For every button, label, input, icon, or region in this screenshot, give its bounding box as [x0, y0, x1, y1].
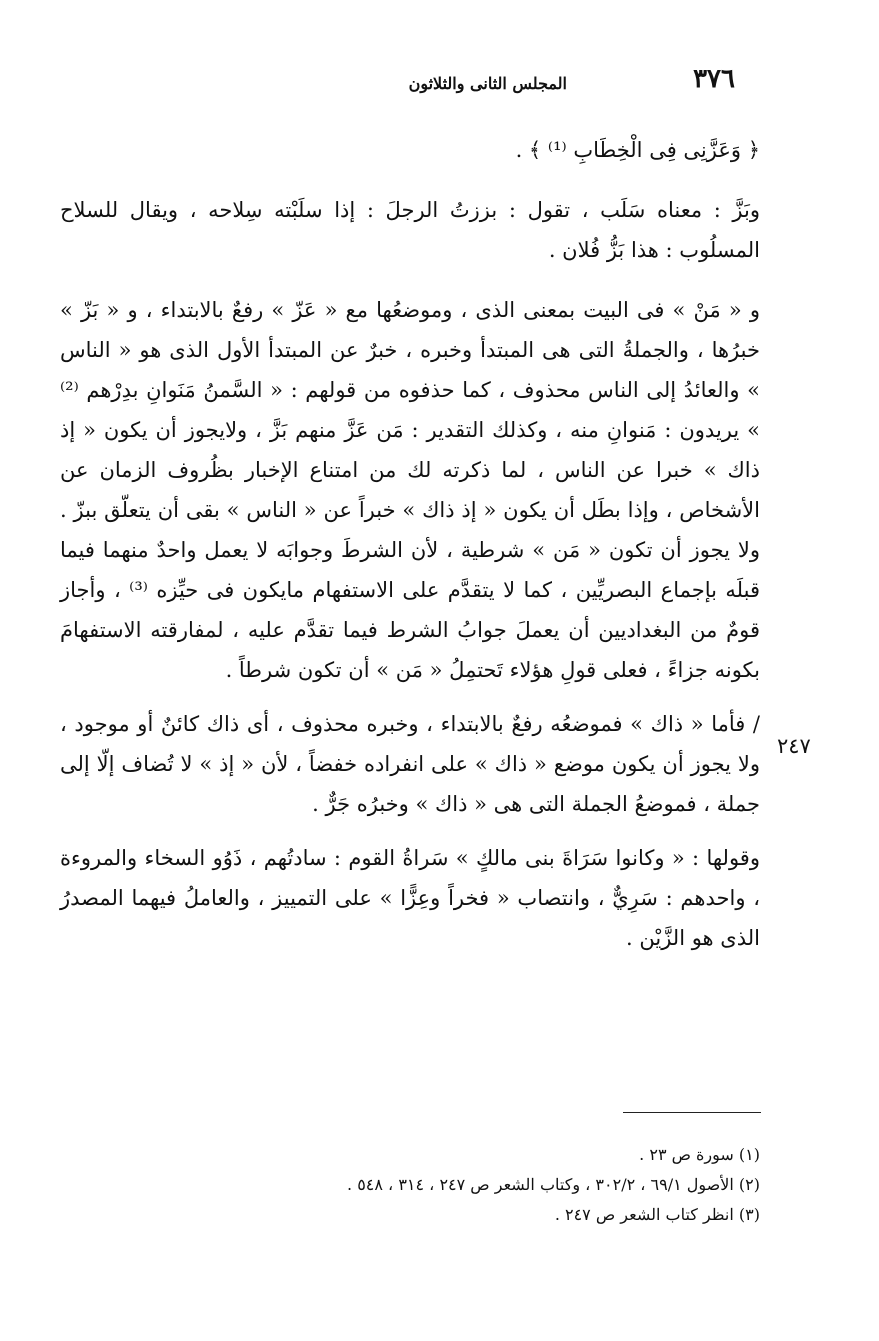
quran-quote: ﴿ وَعَزَّنِى فِى الْخِطَابِ ⁽¹⁾ ﴾ .	[515, 138, 760, 162]
paragraph-dhaka: / فأما « ذاك » فموضعُه رفعٌ بالابتداء ، وخبره محذوف ، أى ذاك كائنٌ أو موجود ، ولا يجوز أن يكون موضع « ذاك » على انفراده خفضاً ، لأن « إذ » لا تُضاف إلّا إلى جملة ، فموضعُ الجملة التى هى « ذاك » وخبرُه جَرٌّ .	[60, 712, 760, 816]
main-text	[60, 130, 760, 958]
margin-page-reference: ٢٤٧	[777, 734, 811, 758]
footnote-1: (١) سورة ص ٢٣ .	[639, 1145, 760, 1164]
page-number: ٣٧٦	[693, 64, 735, 94]
paragraph-sarat: وقولها : « وكانوا سَرَاةَ بنى مالكٍ » سَراةُ القوم : سادتُهم ، ذَوُو السخاء والمروءة ، واحدهم : سَرِيٌّ ، وانتصاب « فخراً وعِزًّا » على التمييز ، والعاملُ فيهما المصدرُ الذى هو الزَّيْن .	[60, 846, 760, 950]
footnote-divider	[623, 1112, 761, 1113]
paragraph-man: و « مَنْ » فى البيت بمعنى الذى ، وموضعُها مع « عَزّ » رفعٌ بالابتداء ، و « بَزّ » خبرُها ، والجملةُ التى هى المبتدأ وخبره ، خبرٌ عن المبتدأ الأول الذى هو « الناس » والعائدُ إلى الناس محذوف ، كما حذفوه من قولهم : « السَّمنُ مَنَوانِ بدِرْهم ⁽²⁾ » يريدون : مَنوانِ منه ، وكذلك التقدير : مَن عَزَّ منهم بَزَّ ، ولايجوز أن يكون « إذ ذاك » خبرا عن الناس ، لما ذكرته لك من امتناع الإخبار بظُروف الزمان عن الأشخاص ، وإذا بطَل أن يكون « إذ ذاك » خبراً عن « الناس » بقى أن يتعلّق ببزّ . ولا يجوز أن تكون « مَن » شرطية ، لأن الشرطَ وجوابَه لا يعمل واحدٌ منهما فيما قبلَه بإجماع البصريِّين ، كما لا يتقدَّم على الاستفهام مايكون فى حيِّزه ⁽³⁾ ، وأجاز قومٌ من البغداديين أن يعملَ جوابُ الشرط فيما تقدَّم عليه ، لمفارقته الاستفهامَ بكونه جزاءً ، فعلى قولِ هؤلاء تَحتمِلُ « مَن » أن تكون شرطاً .	[60, 298, 760, 682]
paragraph-bazza: وبَزَّ : معناه سَلَب ، تقول : بززتُ الرجلَ : إذا سلَبْته سِلاحه ، ويقال للسلاح المسلُوب : هذا بَزُّ فُلان .	[60, 198, 760, 262]
footnote-2: (٢) الأصول ٦٩/١ ، ٣٠٢/٢ ، وكتاب الشعر ص ٢٤٧ ، ٣١٤ ، ٥٤٨ .	[347, 1175, 760, 1194]
footnotes	[120, 1140, 760, 1230]
page-header	[335, 60, 735, 100]
running-title: المجلس الثانى والثلاثون	[408, 74, 567, 93]
footnote-3: (٣) انظر كتاب الشعر ص ٢٤٧ .	[554, 1205, 760, 1224]
